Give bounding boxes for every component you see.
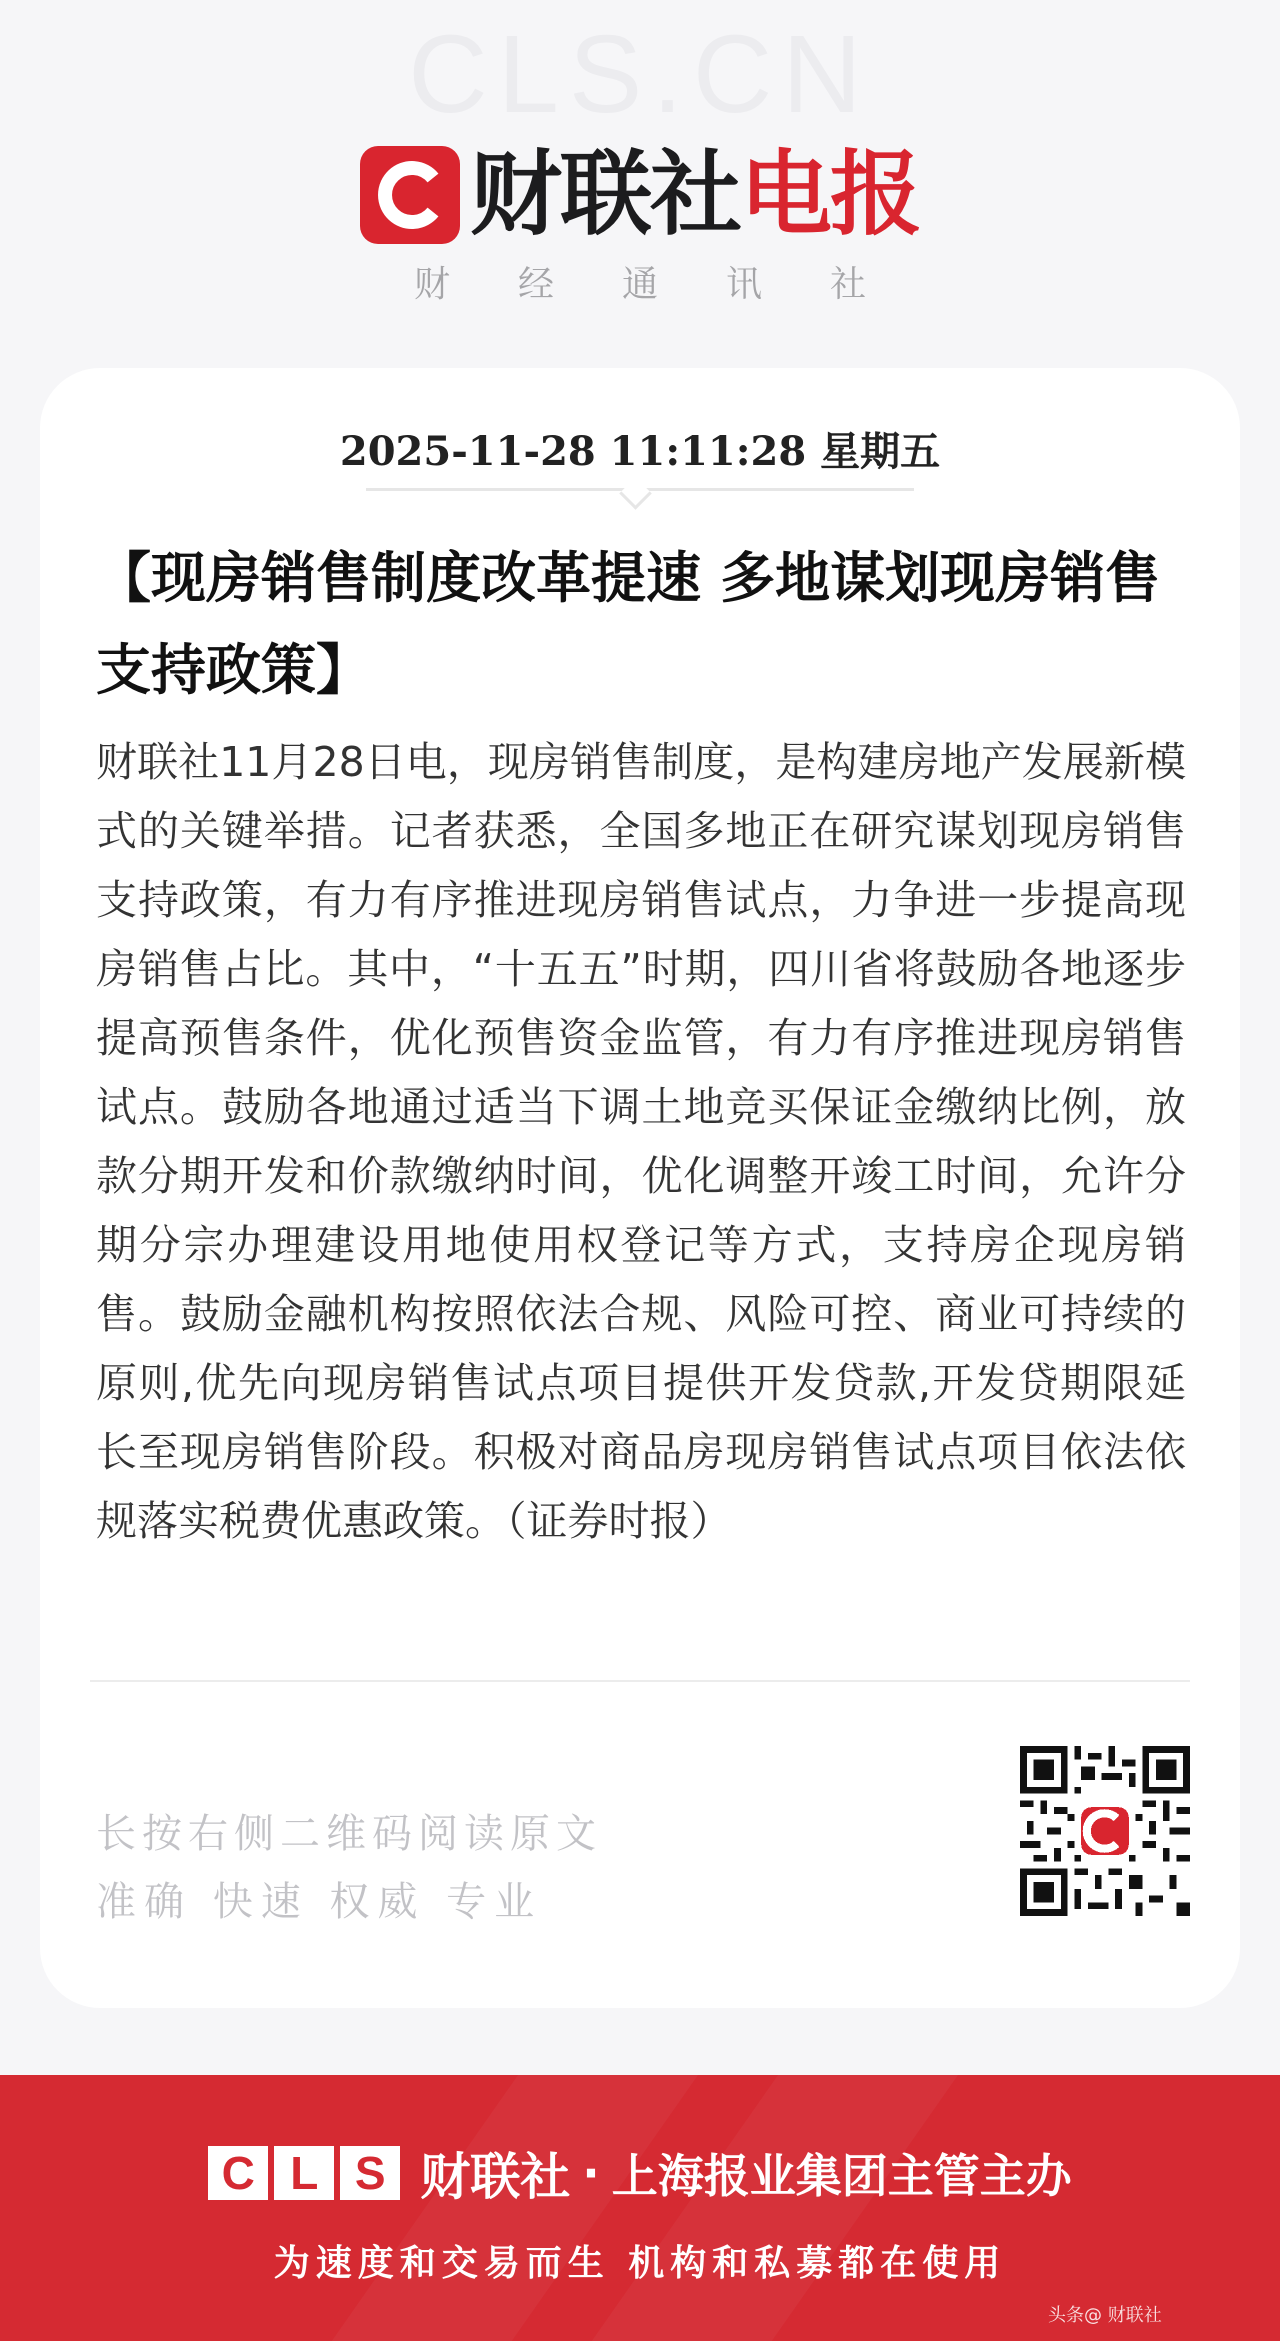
brand-logo [360,140,920,250]
article-card [40,368,1240,2008]
footer-separator: · [582,2146,600,2200]
article-body: 财联社11月28日电，现房销售制度，是构建房地产发展新模式的关键举措。记者获悉，全国多地正在研究谋划现房销售支持政策，有力有序推进现房销售试点，力争进一步提高现房销售占比。其中，“十五五”时期，四川省将鼓励各地逐步提高预售条件，优化预售资金监管，有力有序推进现房销售试点。鼓励各地通过适当下调土地竞买保证金缴纳比例，放款分期开发和价款缴纳时间，优化调整开竣工时间，允许分期分宗办理建设用地使用权登记等方式，支持房企现房销售。鼓励金融机构按照依法合规、风险可控、商业可持续的原则,优先向现房销售试点项目提供开发贷款,开发贷期限延长至现房销售阶段。积极对商品房现房销售试点项目依法依规落实税费优惠政策。（证券时报） [96,738,1186,1545]
cls-letter-l: L [274,2146,334,2200]
qr-hint: 长按右侧二维码阅读原文 [96,1811,602,1857]
article-headline: 【现房销售制度改革提速 多地谋划现房销售支持政策】 [96,545,1161,702]
publish-datetime: 2025-11-28 11:11:28 星期五 [339,428,941,475]
brand-tagline: 财经通讯社 [413,264,934,305]
datetime-notch [619,477,652,510]
footer-org-line [0,2137,1280,2209]
footer-banner [0,2075,1280,2341]
source-watermark: 头条@ 财联社 [1048,2305,1162,2326]
qr-code[interactable] [1020,1746,1190,1916]
cls-letter-s: S [340,2146,400,2200]
footer-org-name: 财联社 [420,2148,571,2206]
slogan-hint: 准确 快速 权威 专业 [96,1879,543,1925]
brand-suffix: 电报 [740,141,921,248]
content-divider [90,1680,1190,1682]
cls-logo-icon [360,146,460,244]
cls-letter-c: C [208,2146,268,2200]
footer-slogan: 为速度和交易而生 机构和私募都在使用 [273,2242,1007,2284]
brand-name: 财联社 [470,141,741,248]
cls-watermark: CLS.CN [408,13,872,136]
footer-org-desc: 上海报业集团主管主办 [611,2149,1072,2203]
